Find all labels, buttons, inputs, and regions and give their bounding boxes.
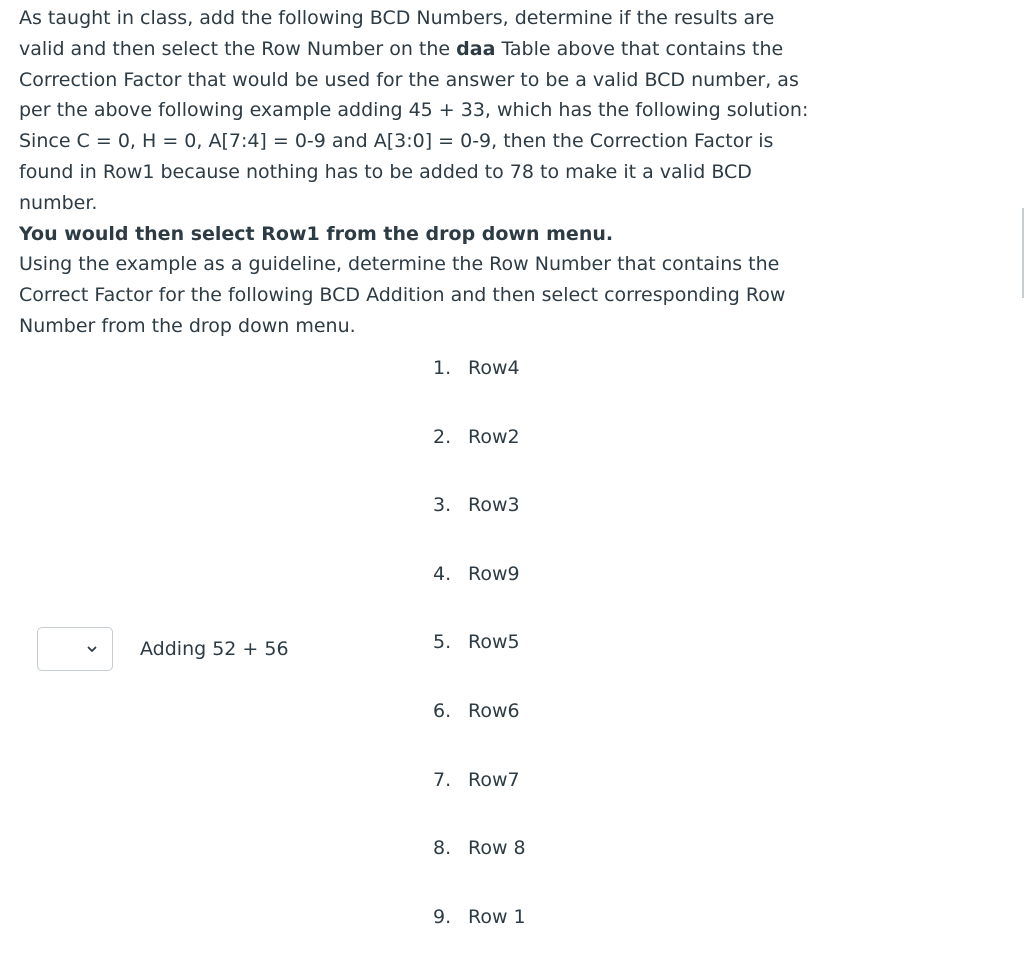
option-label: Row 8 [468,837,526,860]
option-number: 4. [433,562,452,585]
question-text-part1: As taught in class, add the following BCD Numbers, determine if the results are valid and then select the Row Number on the [19,7,775,60]
option-label: Row2 [468,425,520,448]
option-label: Row9 [468,562,520,585]
list-item [433,488,526,557]
chevron-down-icon [86,643,98,655]
option-label: Row6 [468,699,520,722]
option-label: Row 1 [468,905,526,928]
option-label: Row3 [468,494,520,517]
option-number: 1. [433,357,452,379]
instruction-bold: You would then select Row1 from the drop down menu. [19,222,614,245]
list-item [433,557,526,626]
option-number: 8. [433,837,452,860]
list-item [433,694,526,763]
option-number: 2. [433,425,452,448]
question-text [19,3,819,342]
daa-keyword: daa [456,37,496,60]
question-paragraph [19,3,819,219]
option-number: 6. [433,699,452,722]
option-number: 3. [433,494,452,517]
list-item [433,625,526,694]
option-label: Row5 [468,631,520,654]
list-item [433,900,526,968]
answer-dropdown[interactable] [37,627,113,671]
question-text-part2: Table above that contains the Correction Factor that would be used for the answer to be a valid BCD number, as per the above following example adding 45 + 33, which has the following solution: Since C = 0, H = 0, A[7:4] = 0-9 and A[3:0] = 0-9, then the Correction Factor is found in Row1 because nothing has to be added to 78 to make it a valid BCD number. [19,37,809,214]
list-item [433,831,526,900]
option-number: 9. [433,905,452,928]
answer-options-list [433,351,526,968]
list-item [433,351,526,420]
match-prompt: Adding 52 + 56 [140,638,289,660]
list-item [433,420,526,489]
option-number: 5. [433,631,452,654]
guideline-text: Using the example as a guideline, determine the Row Number that contains the Correct Factor for the following BCD Addition and then select corresponding Row Number from the drop down menu. [19,253,786,337]
match-row [37,626,289,672]
list-item [433,763,526,832]
option-number: 7. [433,768,452,791]
option-label: Row7 [468,768,520,791]
option-label: Row4 [468,357,520,379]
